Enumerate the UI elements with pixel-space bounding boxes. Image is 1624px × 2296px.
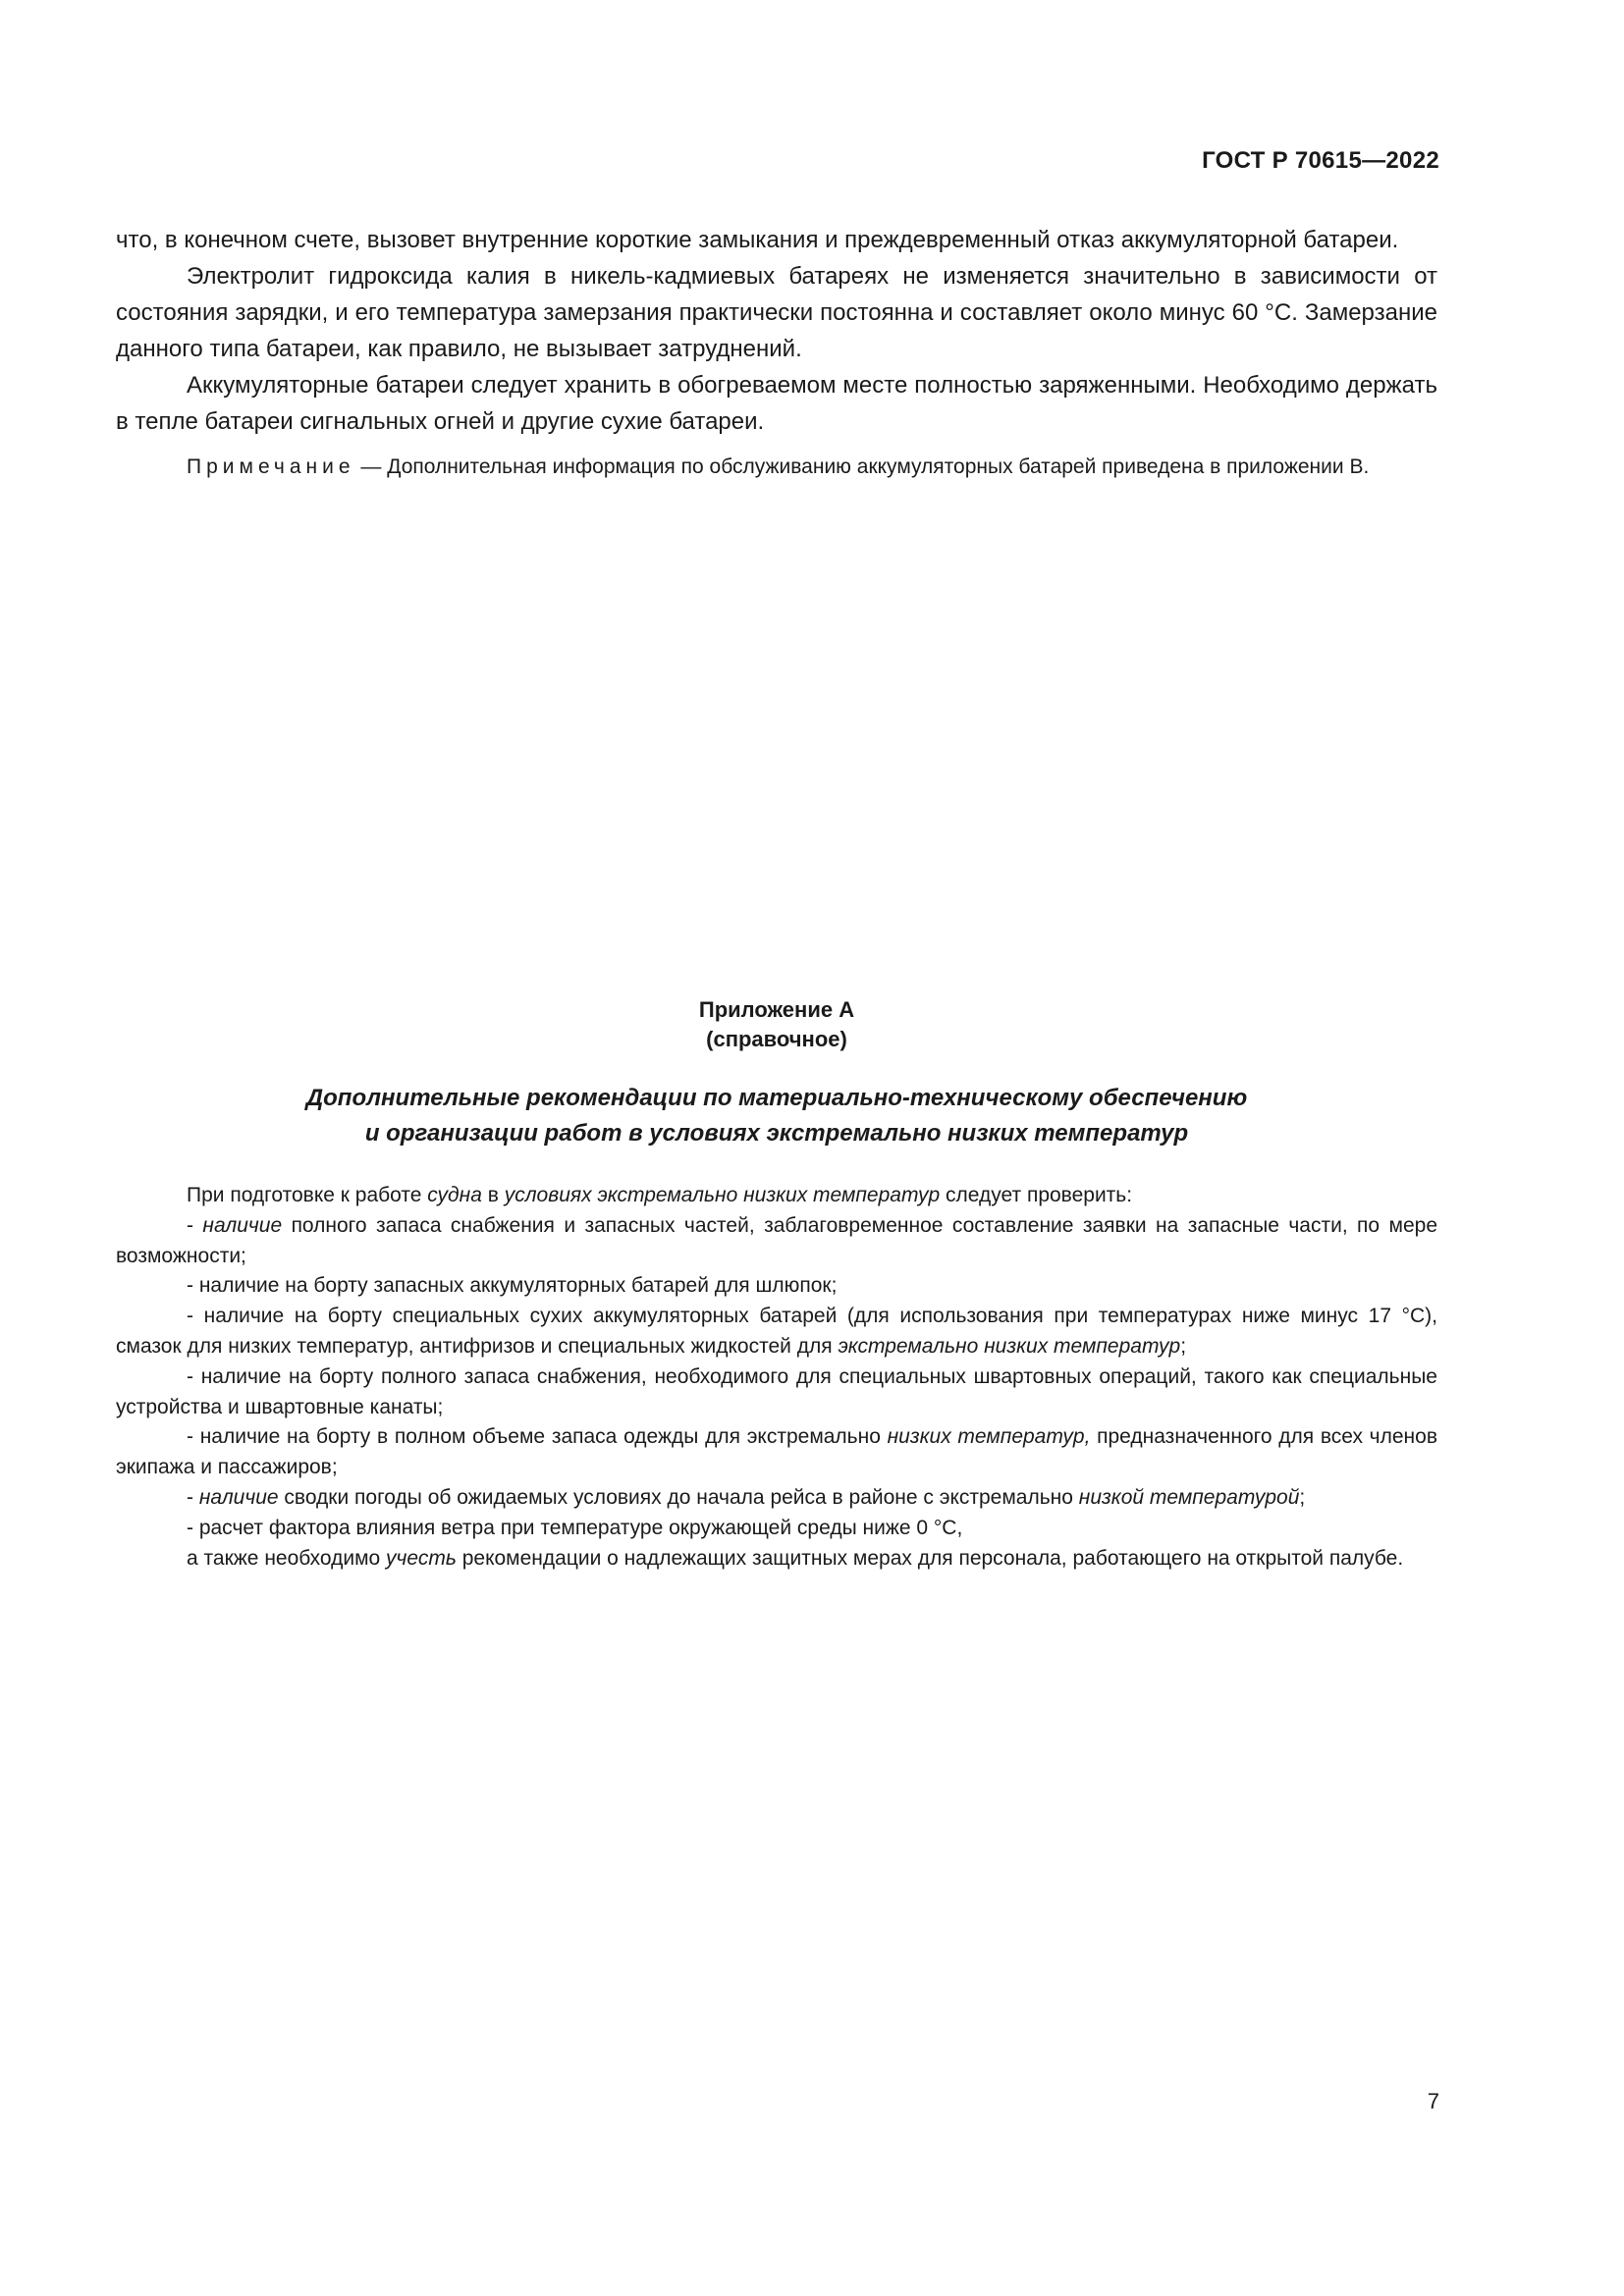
paragraph-continuation: что, в конечном счете, вызовет внутренние короткие замыкания и преждевременный отказ аккумуляторной батареи. <box>116 227 1399 253</box>
appendix-label: Приложение А <box>698 997 855 1022</box>
paragraph-electrolyte: Электролит гидроксида калия в никель-кадмиевых батареях не изменяется значительно в зависимости от состояния зарядки, и его температура замерзания практически постоянна и составляет около минус 60 °С. Замерзание данного типа батареи, как правило, не вызывает затруднений. <box>116 263 1437 362</box>
list-text: ; <box>1180 1334 1187 1358</box>
closing-text: а также необходимо <box>187 1546 387 1570</box>
main-text-block <box>116 222 1437 482</box>
appendix-kind: (справочное) <box>706 1027 847 1051</box>
list-item-4: - наличие на борту полного запаса снабжения, необходимого для специальных швартовных операций, такого как специальные устройства и швартовные канаты; <box>116 1364 1437 1418</box>
list-item-3 <box>116 1302 1437 1362</box>
intro-italic-vessel: судна <box>427 1184 482 1206</box>
list-italic: наличие <box>202 1213 283 1237</box>
list-dash: - <box>187 1213 203 1237</box>
appendix-title <box>116 1081 1437 1151</box>
intro-text: в <box>481 1184 505 1206</box>
list-text: предназначенного для всех членов экипажа и пассажиров; <box>116 1425 1437 1479</box>
note-paragraph <box>116 453 1437 482</box>
appendix-title-line-1: Дополнительные рекомендации по материально-техническому обеспечению <box>305 1085 1248 1111</box>
list-item-5 <box>116 1422 1437 1483</box>
list-text: ; <box>1299 1485 1306 1509</box>
list-italic: экстремально низких температур <box>838 1334 1181 1358</box>
list-text: сводки погоды об ожидаемых условиях до начала рейса в районе с экстремально <box>278 1485 1079 1509</box>
appendix-title-line-2: и организации работ в условиях экстремально низких температур <box>364 1120 1189 1147</box>
list-dash: - <box>187 1485 199 1509</box>
intro-italic-conditions: условиях экстремально низких температур <box>504 1184 941 1206</box>
document-code-header: ГОСТ Р 70615—2022 <box>1202 147 1439 174</box>
list-item-1 <box>116 1211 1437 1272</box>
appendix-closing <box>116 1544 1437 1575</box>
appendix-body <box>116 1181 1437 1574</box>
list-text: полного запаса снабжения и запасных частей, заблаговременное составление заявки на запасные части, по мере возможности; <box>116 1213 1437 1267</box>
list-italic: низких температур, <box>887 1425 1091 1449</box>
list-item-2: - наличие на борту запасных аккумуляторных батарей для шлюпок; <box>187 1274 838 1298</box>
intro-text: следует проверить: <box>940 1184 1133 1206</box>
list-italic: наличие <box>198 1485 279 1509</box>
intro-text: При подготовке к работе <box>187 1184 428 1206</box>
closing-text: рекомендации о надлежащих защитных мерах для персонала, работающего на открытой палубе. <box>456 1546 1404 1570</box>
list-text: - наличие на борту в полном объеме запаса одежды для экстремально <box>187 1425 888 1449</box>
list-item-6 <box>116 1483 1437 1514</box>
note-text: — Дополнительная информация по обслуживанию аккумуляторных батарей приведена в приложении В. <box>354 455 1370 478</box>
list-text: - наличие на борту специальных сухих аккумуляторных батарей (для использования при температурах ниже минус 17 °С), смазок для низких температур, антифризов и специальных жидкостей для <box>116 1305 1437 1358</box>
closing-italic: учесть <box>386 1546 457 1570</box>
paragraph-battery-storage: Аккумуляторные батареи следует хранить в обогреваемом месте полностью заряженными. Необходимо держать в тепле батареи сигнальных огней и другие сухие батареи. <box>116 372 1437 435</box>
list-item-7: - расчет фактора влияния ветра при температуре окружающей среды ниже 0 °С, <box>187 1516 963 1539</box>
appendix-intro <box>116 1181 1437 1211</box>
appendix-heading <box>116 995 1437 1054</box>
list-italic: низкой температурой <box>1078 1485 1300 1509</box>
note-label: Примечание <box>187 455 355 478</box>
page-number: 7 <box>1427 2089 1439 2113</box>
